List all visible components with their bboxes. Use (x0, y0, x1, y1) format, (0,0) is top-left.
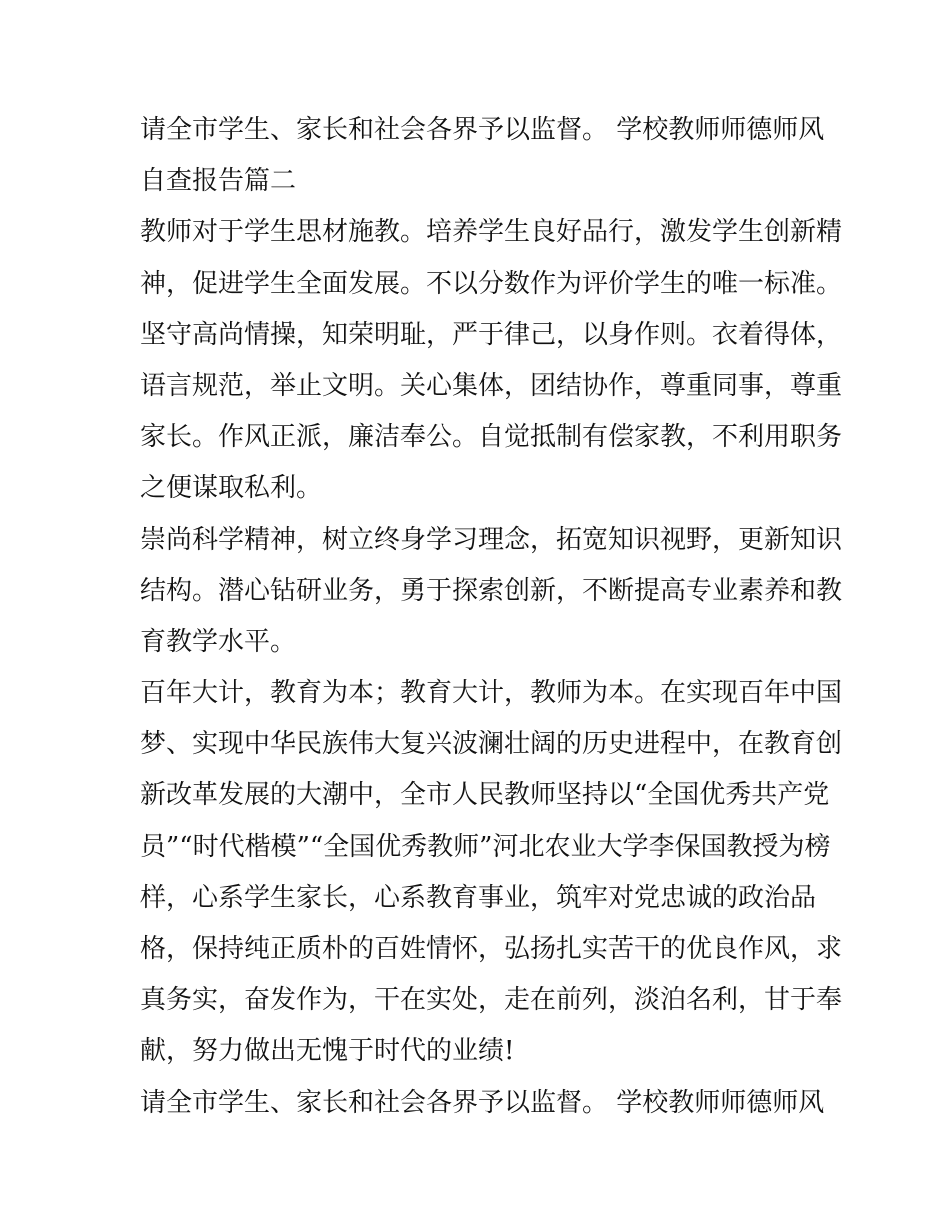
text-line: 坚守高尚情操，知荣明耻，严于律己，以身作则。衣着得体， (140, 319, 843, 350)
text-line: 员”“时代楷模”“全国优秀教师”河北农业大学李保国教授为榜 (140, 831, 831, 862)
text-line: 请全市学生、家长和社会各界予以监督。 学校教师师德师风 (140, 1087, 825, 1118)
text-line: 之便谋取私利。 (140, 473, 323, 504)
text-line: 请全市学生、家长和社会各界予以监督。 学校教师师德师风 (140, 115, 825, 145)
text-line: 神，促进学生全面发展。不以分数作为评价学生的唯一标准。 (140, 268, 843, 299)
text-line: 梦、实现中华民族伟大复兴波澜壮阔的历史进程中，在教育创 (140, 729, 843, 760)
text-line: 家长。作风正派，廉洁奉公。自觉抵制有偿家教，不利用职务 (140, 422, 843, 453)
text-line: 真务实，奋发作为，干在实处，走在前列，淡泊名利，甘于奉 (140, 985, 843, 1016)
text-line: 结构。潜心钻研业务，勇于探索创新，不断提高专业素养和教 (140, 575, 843, 606)
text-line: 百年大计，教育为本；教育大计，教师为本。在实现百年中国 (140, 678, 843, 709)
text-line: 语言规范，举止文明。关心集体，团结协作，尊重同事，尊重 (140, 370, 843, 401)
text-line: 样，心系学生家长，心系教育事业，筑牢对党忠诚的政治品 (140, 882, 817, 913)
text-line: 育教学水平。 (140, 626, 297, 657)
document-body (140, 105, 843, 1129)
text-line: 献，努力做出无愧于时代的业绩! (140, 1036, 515, 1067)
text-line: 格，保持纯正质朴的百姓情怀，弘扬扎实苦干的优良作风，求 (140, 934, 843, 964)
text-line: 自查报告篇二 (140, 166, 297, 197)
text-line: 教师对于学生思材施教。培养学生良好品行，激发学生创新精 (140, 217, 843, 248)
text-line: 崇尚科学精神，树立终身学习理念，拓宽知识视野，更新知识 (140, 524, 843, 555)
text-line: 新改革发展的大潮中，全市人民教师坚持以“全国优秀共产党 (140, 780, 830, 811)
